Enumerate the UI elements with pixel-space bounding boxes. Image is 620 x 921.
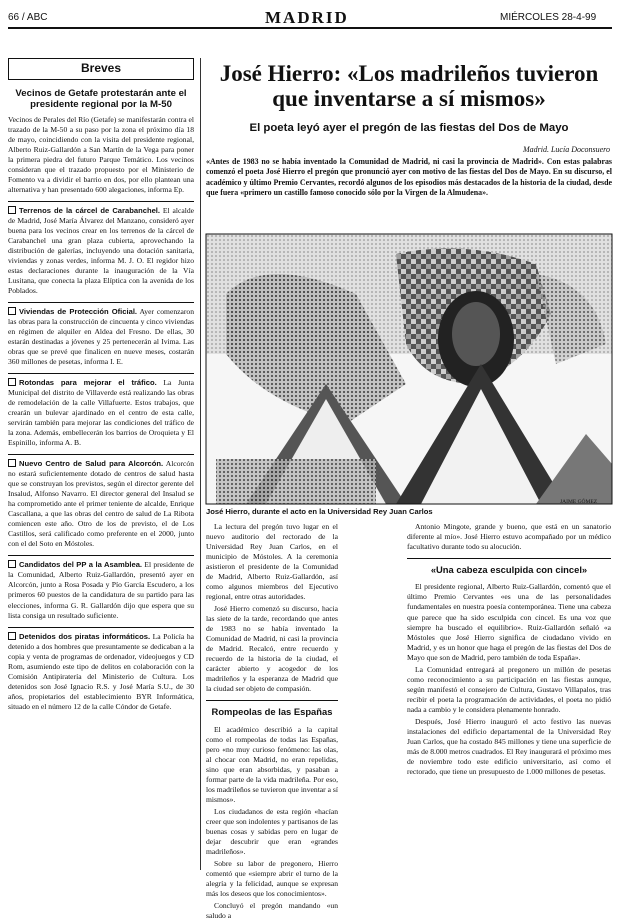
brief-kicker: Detenidos dos piratas informáticos.: [19, 631, 151, 641]
brief-text: El presidente de la Comunidad, Alberto Ruiz-Gallardón, presentó ayer en Alcorcón, junto a Rosa Posada y Pío García Escudero, a los primeros 60 puestos de la candidatura de su partido para las elecciones, informa G. R. Gallardón dijo que espera que su lista consiga un resultado suficiente.: [8, 560, 194, 620]
brief-rule: [8, 627, 194, 628]
article-subhead: El poeta leyó ayer el pregón de las fiestas del Dos de Mayo: [249, 122, 569, 134]
article-column-3: [407, 522, 611, 868]
photo-caption: José Hierro, durante el acto en la Universidad Rey Juan Carlos: [206, 507, 433, 516]
brief-item: [8, 307, 194, 367]
col2-paragraphs: [206, 725, 338, 921]
checkbox-bullet-icon: [8, 378, 16, 386]
brief-rule: [8, 454, 194, 455]
article-paragraph: La lectura del pregón tuvo lugar en el nuevo auditorio del rectorado de la Universidad Rey Juan Carlos, en el municipio de Móstoles. A la ceremonia asistieron el presidente de la Comunidad de Madrid, Alberto Ruiz-Gallardón, así como algunos miembros del Ejecutivo regional, entre otras autoridades.: [206, 522, 338, 602]
brief-rule: [8, 373, 194, 374]
brief-item: [8, 632, 194, 712]
article-photo: [206, 234, 612, 504]
brief-kicker: Terrenos de la cárcel de Carabanchel.: [19, 205, 161, 215]
article-byline: Madrid. Lucía Doconsuero: [522, 145, 610, 154]
crosshead-cabeza: «Una cabeza esculpida con cincel»: [407, 558, 611, 576]
brief-text: La Policía ha detenido a dos hombres que presuntamente se dedicaban a la copia y venta de programas de ordenador, videojuegos y CD Rom, asumiendo este tipo de delitos en colaboración con la Comisión Antipiratería del Ministerio de Cultura. Los detenidos son José Ignacio R.S. y José María S.U., de 30 años, propietarios del establecimiento BYR Informática, situado en el número 12 de la calle Cóndor de Getafe.: [8, 631, 194, 711]
col1-paragraphs: [206, 522, 338, 694]
article-paragraph: Antonio Mingote, grande y bueno, que está en un sanatorio diferente al mío». José Hierro estuvo acompañado por un médico facultativo durante todo su alocución.: [407, 522, 611, 552]
article-paragraph: Después, José Hierro inauguró el acto festivo las nuevas instalaciones del edificio departamental de la Universidad Rey Juan Carlos, que ha costado 845 millones y tiene una superficie de más de 8.000 metros cuadrados. El Rey inaugurará el próximo mes de noviembre todo este edificio universitario, así como el rectorado, que tiene un presupuesto de 1.000 millones de pesetas.: [407, 716, 611, 776]
breves-sidebar: [8, 58, 194, 870]
brief-item: [8, 206, 194, 296]
checkbox-bullet-icon: [8, 307, 16, 315]
brief-rule: [8, 555, 194, 556]
brief-item: [8, 378, 194, 448]
article-paragraph: Concluyó el pregón mandando «un saludo a: [206, 900, 338, 920]
checkbox-bullet-icon: [8, 560, 16, 568]
breves-lead-headline: Vecinos de Getafe protestarán ante el presidente regional por la M-50: [15, 87, 187, 111]
brief-item: [8, 459, 194, 549]
col4-paragraphs: [407, 582, 611, 776]
brief-rule: [8, 201, 194, 202]
breves-lead-text: Vecinos de Perales del Río (Getafe) se manifestarán contra el trazado de la M-50 a su paso por la zona el próximo día 18 de mayo, coincidiendo con la visita del presidente regional, Alberto Ruiz-Gallardón a San Martín de la Vega para poner la primera piedra del futuro Parque Temático. Los vecinos consideran que el trazado propuesto por el Ministerio de Fomento va a dividir el barrio en dos, por ello plantean una alternativa y han presentado 600 alegaciones, informa Ep.: [8, 114, 194, 194]
article-column-1: [206, 522, 338, 920]
article-paragraph: Sobre su labor de pregonero, Hierro comentó que «siempre abrir el turno de la alegría y la felicidad, aunque se expresan más los deseos que los conocimientos».: [206, 858, 338, 898]
brief-kicker: Viviendas de Protección Oficial.: [19, 307, 138, 317]
article-paragraph: Los ciudadanos de esta región «hacían creer que son indolentes y partisanos de las buenas cosas y sabidas pero en lugar de dejar descubrir que eran «grandes madrileños».: [206, 806, 338, 856]
brief-text: La Junta Municipal del distrito de Villaverde está realizando las obras de remodelación de la calle Villafuerte. Estos trabajos, que crearán un bulevar ajardinado en el centro de esta calle, servirán también para mejorar las condiciones del tráfico de la zona. Además, embellecerán los barrios de Oroquieta y El Espinillo, informa A. B.: [8, 378, 194, 448]
issue-date: MIÉRCOLES 28-4-99: [500, 12, 597, 23]
article-paragraph: La Comunidad entregará al pregonero un millón de pesetas como reconocimiento a su participación en las fiestas aunque, según manifestó el consejero de Cultura, Gustavo Villapalos, tras recibir el poeta la programación de actividades, el poeta no pidió nada a cambio y le considera plenamente honrado.: [407, 664, 611, 714]
breves-title: Breves: [8, 58, 194, 80]
brief-text: Ayer comenzaron las obras para la construcción de cincuenta y cinco viviendas en régimen de alquiler en Aldea del Fresno. De ellas, 30 estarán destinadas a jóvenes y 25 pertenecerán al Ivima. Las obras que se prevé que finalicen en nueve meses, costarán 360 millones de pesetas, informa I. E.: [8, 307, 194, 367]
article-paragraph: El presidente regional, Alberto Ruiz-Gallardón, comentó que el último Premio Cervantes «es una de las personalidades fundamentales en nuestra poesía contemporánea. Tiene una cabeza que parece que ha sido esculpida con cincel. Es una voz que siempre ha buscado el equilibrio». Ruiz-Gallardón señaló «a Móstoles que José Hierro significa de ciudadano vivido en Madrid, y es un honor que haga el pregón de las fiestas del Dos de Mayo que son de Madrid, pero también de toda España».: [407, 582, 611, 662]
breves-items: [8, 201, 194, 712]
checkbox-bullet-icon: [8, 459, 16, 467]
checkbox-bullet-icon: [8, 632, 16, 640]
brief-rule: [8, 302, 194, 303]
brief-item: [8, 560, 194, 620]
article-paragraph: El académico describió a la capital como el rompeolas de todas las Españas, pero «no muy curioso fenómeno: las olas, al chocar con Madrid, no eran repelidas, sino que eran absorbidas, y pasaban a formar parte de la vida madrileña. Por eso, los madrileños se tuvieron que inventar a sí mismos».: [206, 724, 338, 804]
article-lead: «Antes de 1983 no se había inventado la Comunidad de Madrid, ni casi la provincia de Madrid». Con estas palabras comenzó el poeta José Hierro el pregón que pronunció ayer con motivo de las fiestas del Dos de Mayo. En su discurso, el académico y último Premio Cervantes, recordó algunos de los episodios más destacados de la historia de la ciudad, desde que fuera «primero un castillo famoso conocido sólo por la Virgen de la Almudena».: [206, 157, 612, 198]
column-divider: [200, 58, 201, 870]
brief-kicker: Rotondas para mejorar el tráfico.: [19, 378, 157, 388]
checkbox-bullet-icon: [8, 206, 16, 214]
brief-kicker: Candidatos del PP a la Asamblea.: [19, 560, 143, 570]
page-number: 66 / ABC: [8, 12, 48, 23]
crosshead-rompeolas: Rompeolas de las Españas: [206, 700, 338, 718]
section-title: MADRID: [265, 8, 349, 27]
brief-text: El alcalde de Madrid, José María Álvarez del Manzano, consideró ayer buena para los vecinos crear en los terrenos de la cárcel de Carabanchel una gran plaza cubierta, aprovechando la distribución de galerías, incluyendo una dotación sanitaria, viviendas y zonas verdes, informa M. J. O. El regidor hizo estas declaraciones durante la inauguración de la Vía Lusitana, que conecta la plaza Elíptica con la avenida de los Poblados.: [8, 205, 195, 296]
brief-kicker: Nuevo Centro de Salud para Alcorcón.: [19, 459, 164, 469]
brief-text: Alcorcón no estará suficientemente dotado de centros de salud hasta que se construyan los previstos, según el director gerente del Insalud, Alfonso Navarro. El director general del Insalud se ha comprometido ante el primer teniente de alcalde, Enrique Cascallana, a que las obras del centro de salud de La Ribota comiencen este año. Otro de los de previsto, el de Los Castillos, será calificado como preferente en el 2000, junto con el del Soto en Móstoles.: [8, 459, 194, 549]
col3-paragraphs: [407, 522, 611, 552]
article-headline: José Hierro: «Los madrileños tuvieron que inventarse a sí mismos»: [219, 61, 599, 111]
photo-illustration: [206, 234, 612, 504]
article-paragraph: José Hierro comenzó su discurso, hacia las siete de la tarde, recordando que antes de 1983 no se había inventado la Comunidad de Madrid, ni casi la provincia de Madrid. Recalcó, entre recuerdo y recuerdo de la historia de la ciudad, el carácter abierto y acogedor de los madrileños y la esperanza de Madrid que la ciudad ser objeto de compasión.: [206, 604, 338, 694]
header-rule: [8, 27, 612, 29]
photo-credit: JAIME GÓMEZ: [560, 499, 598, 505]
